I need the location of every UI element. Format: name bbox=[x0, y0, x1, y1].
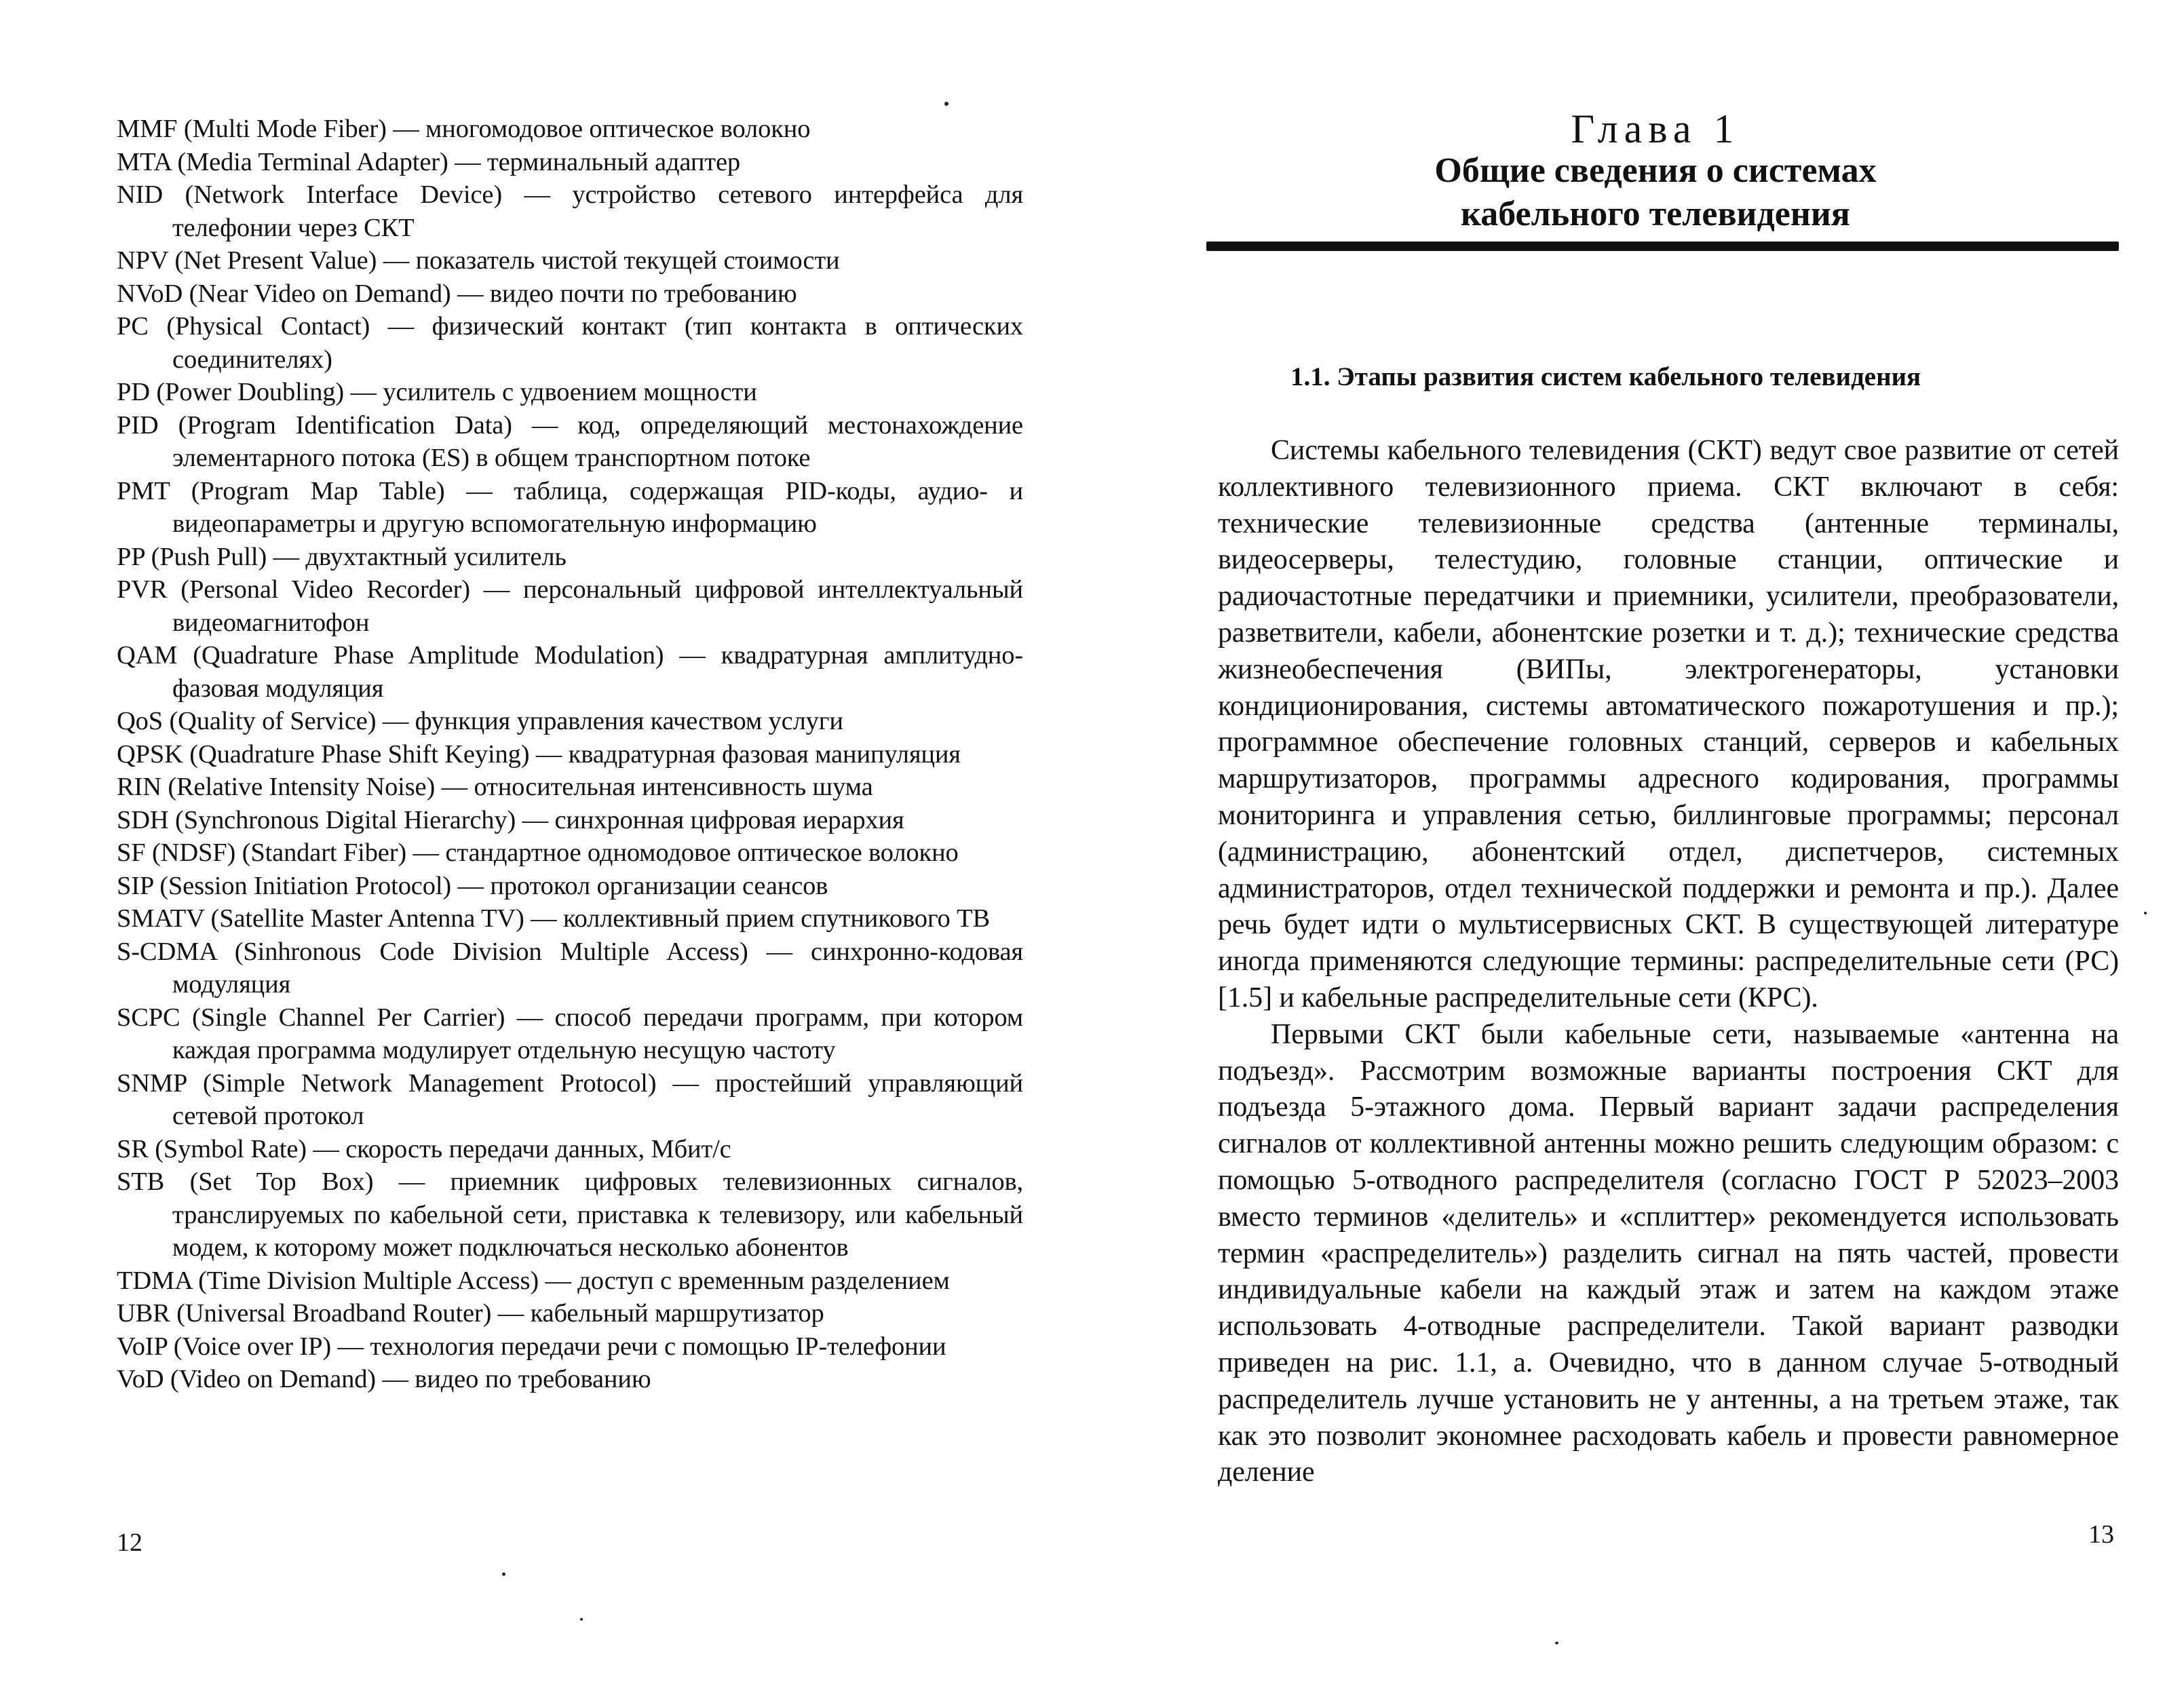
page-number-left: 12 bbox=[117, 1528, 142, 1557]
page-number-right: 13 bbox=[2088, 1520, 2114, 1549]
abbreviation-entry: RIN (Relative Intensity Noise) — относительная интенсивность шума bbox=[117, 773, 873, 801]
abbreviation-entry: SCPC (Single Channel Per Carrier) — способ передачи программ, при котором каждая программа модулирует отдельную несущую частоту bbox=[117, 1003, 1023, 1064]
abbreviation-entry: UBR (Universal Broadband Router) — кабельный маршрутизатор bbox=[117, 1299, 824, 1328]
abbreviation-entry: SNMP (Simple Network Management Protocol) — простейший управляющий сетевой протокол bbox=[117, 1068, 1023, 1130]
abbreviation-entry: MTA (Media Terminal Adapter) — терминальный адаптер bbox=[117, 147, 740, 176]
abbreviation-entry: PD (Power Doubling) — усилитель с удвоением мощности bbox=[117, 378, 757, 406]
abbreviation-entry: STB (Set Top Box) — приемник цифровых телевизионных сигналов, транслируемых по кабельной сети, приставка к телевизору, или кабельный модем, к которому может подключаться несколько абонентов bbox=[117, 1167, 1023, 1262]
abbreviation-entry: NVoD (Near Video on Demand) — видео почти по требованию bbox=[117, 279, 797, 308]
abbreviation-list bbox=[117, 113, 1023, 1396]
paragraph: Системы кабельного телевидения (СКТ) ведут свое развитие от сетей коллективного телевизионного приема. СКТ включают в себя: технические телевизионные средства (антенные терминалы, видеосерверы, телестудию, головные станции, оптические и радиочастотные передатчики и приемники, усилители, преобразователи, разветвители, кабели, абонентские розетки и т. д.); технические средства жизнеобеспечения (ВИПы, электрогенераторы, установки кондиционирования, системы автоматического пожаротушения и пр.); программное обеспечение головных станций, серверов и кабельных маршрутизаторов, программы адресного кодирования, программы мониторинга и управления сетью, биллинговые программы; персонал (администрацию, абонентский отдел, диспетчеров, системных администраторов, отдел технической поддержки и ремонта и пр.). Далее речь будет идти о мультисервисных СКТ. В существующей литературе иногда применяются следующие термины: распределительные сети (РС) [1.5] и кабельные распределительные сети (КРС). bbox=[1218, 435, 2119, 1013]
scan-speck bbox=[580, 1618, 583, 1621]
scan-speck bbox=[502, 1572, 505, 1576]
abbreviation-entry: SR (Symbol Rate) — скорость передачи данных, Мбит/с bbox=[117, 1134, 731, 1163]
abbreviation-entry: NPV (Net Present Value) — показатель чистой текущей стоимости bbox=[117, 246, 840, 275]
abbreviation-entry: QoS (Quality of Service) — функция управления качеством услуги bbox=[117, 707, 843, 735]
left-page bbox=[0, 0, 1086, 1681]
chapter-title bbox=[1174, 149, 2137, 236]
chapter-title-line: кабельного телевидения bbox=[1461, 195, 1850, 233]
abbreviation-entry: PC (Physical Contact) — физический контакт (тип контакта в оптических соединителях) bbox=[117, 312, 1023, 374]
abbreviation-entry: SMATV (Satellite Master Antenna TV) — коллективный прием спутникового ТВ bbox=[117, 904, 990, 933]
abbreviation-entry: PVR (Personal Video Recorder) — персональный цифровой интеллектуальный видеомагнитофон bbox=[117, 575, 1023, 637]
abbreviation-entry: PMT (Program Map Table) — таблица, содержащая PID-коды, аудио- и видеопараметры и другую вспомогательную информацию bbox=[117, 476, 1023, 538]
paragraph: Первыми СКТ были кабельные сети, называемые «антенна на подъезд». Рассмотрим возможные варианты построения СКТ для подъезда 5-этажного дома. Первый вариант задачи распределения сигналов от коллективной антенны можно решить следующим образом: с помощью 5-отводного распределителя (согласно ГОСТ Р 52023–2003 вместо терминов «делитель» и «сплиттер» рекомендуется использовать термин «распределитель») разделить сигнал на пять частей, провести индивидуальные кабели на каждый этаж и затем на каждом этаже использовать 4-отводные распределители. Такой вариант разводки приведен на рис. 1.1, а. Очевидно, что в данном случае 5-отводный распределитель лучше установить не у антенны, а на третьем этаже, так как это позволит экономнее расходовать кабель и провести равномерное деление bbox=[1218, 1018, 2119, 1488]
abbreviation-entry: TDMA (Time Division Multiple Access) — доступ с временным разделением bbox=[117, 1266, 950, 1295]
scan-speck bbox=[1555, 1642, 1558, 1644]
abbreviation-entry: S-CDMA (Sinhronous Code Division Multiple Access) — синхронно-кодовая модуляция bbox=[117, 937, 1023, 999]
chapter-divider-rule bbox=[1206, 241, 2119, 251]
abbreviation-entry: MMF (Multi Mode Fiber) — многомодовое оптическое волокно bbox=[117, 115, 811, 143]
abbreviation-entry: SDH (Synchronous Digital Hierarchy) — синхронная цифровая иерархия bbox=[117, 805, 904, 834]
scan-speck bbox=[2144, 912, 2147, 914]
abbreviation-entry: SIP (Session Initiation Protocol) — протокол организации сеансов bbox=[117, 871, 828, 900]
chapter-title-line: Общие сведения о системах bbox=[1434, 151, 1877, 190]
abbreviation-entry: VoIP (Voice over IP) — технология передачи речи с помощью IP-телефонии bbox=[117, 1332, 946, 1361]
abbreviation-entry: PP (Push Pull) — двухтактный усилитель bbox=[117, 542, 567, 571]
abbreviation-entry: VoD (Video on Demand) — видео по требованию bbox=[117, 1365, 651, 1393]
abbreviation-entry: SF (NDSF) (Standart Fiber) — стандартное одномодовое оптическое волокно bbox=[117, 838, 959, 867]
body-text bbox=[1218, 433, 2119, 1491]
chapter-label: Глава 1 bbox=[1571, 107, 1740, 151]
abbreviation-entry: NID (Network Interface Device) — устройство сетевого интерфейса для телефонии через СКТ bbox=[117, 180, 1023, 242]
abbreviation-entry: QPSK (Quadrature Phase Shift Keying) — квадратурная фазовая манипуляция bbox=[117, 739, 961, 769]
section-heading: 1.1. Этапы развития систем кабельного телевидения bbox=[1290, 362, 1921, 391]
abbreviation-entry: PID (Program Identification Data) — код, определяющий местонахождение элементарного потока (ES) в общем транспортном потоке bbox=[117, 410, 1023, 472]
abbreviation-entry: QAM (Quadrature Phase Amplitude Modulation) — квадратурная амплитудно-фазовая модуляция bbox=[117, 641, 1023, 703]
scan-speck bbox=[944, 102, 949, 106]
